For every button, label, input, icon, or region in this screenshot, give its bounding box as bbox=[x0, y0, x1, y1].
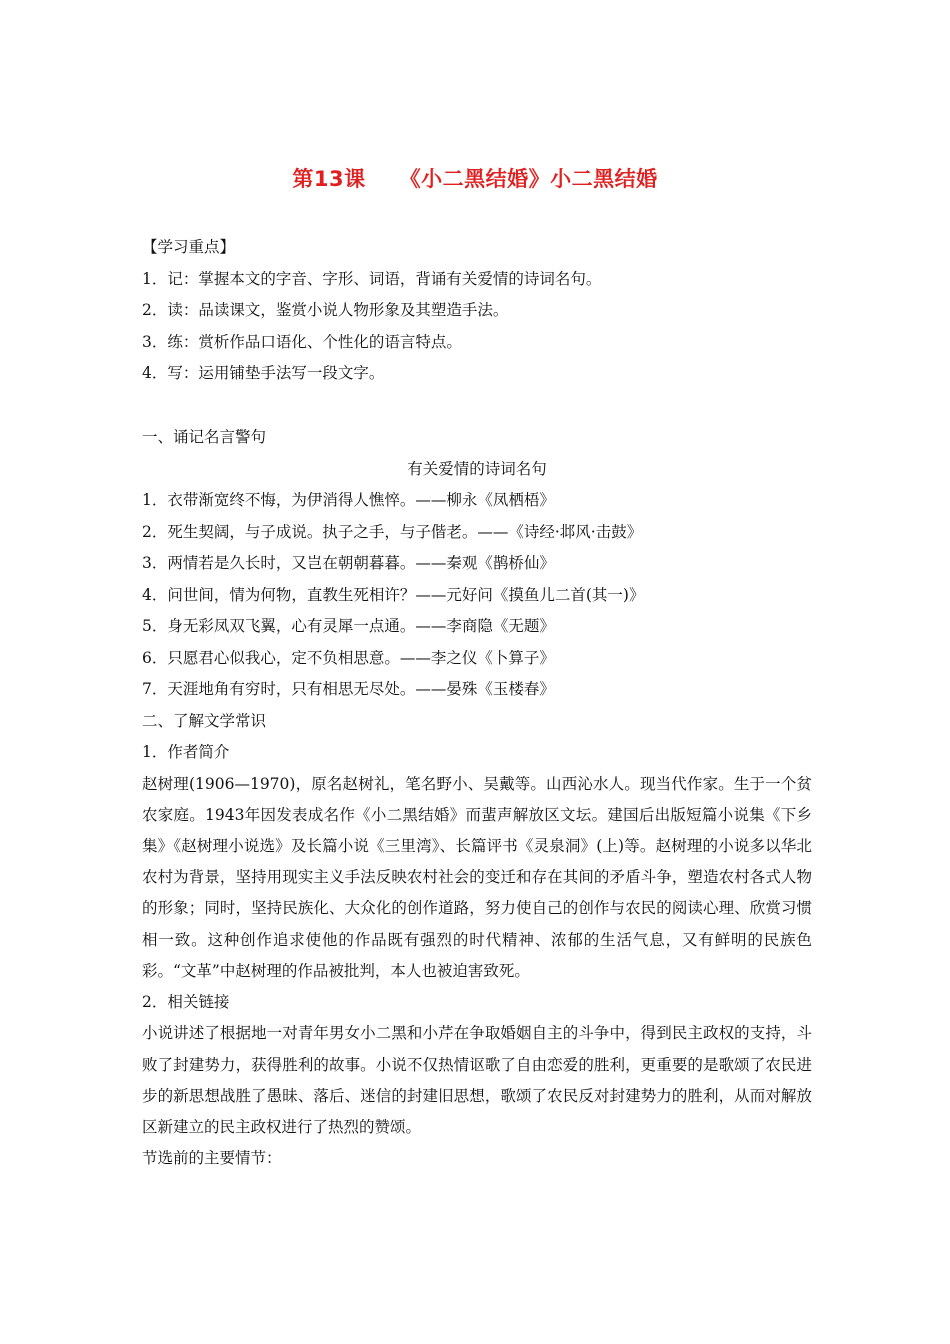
study-focus-heading: 【学习重点】 bbox=[142, 238, 236, 256]
subsection-heading: 2．相关链接 bbox=[142, 992, 230, 1011]
author-paragraph: 赵树理(1906—1970)，原名赵树礼，笔名野小、吴戴等。山西沁水人。现当代作家。生于一个贫农家庭。1943年因发表成名作《小二黑结婚》而蜚声解放区文坛。建国后出版短篇小说集《下乡集》《赵树理小说选》及长篇小说《三里湾》、长篇评书《灵泉洞》(上)等。赵树理的小说多以华北农村为背景，坚持用现实主义手法反映农村社会的变迁和存在其间的矛盾斗争，塑造农村各式人物的形象；同时，坚持民族化、大众化的创作道路，努力使自己的创作与农民的阅读心理、欣赏习惯相一致。这种创作追求使他的作品既有强烈的时代精神、浓郁的生活气息，又有鲜明的民族色彩。“文革”中赵树理的作品被批判，本人也被迫害致死。 bbox=[142, 774, 812, 980]
lesson-number: 第13课 bbox=[292, 167, 366, 191]
quote-item: 3．两情若是久长时，又岂在朝朝暮暮。——秦观《鹊桥仙》 bbox=[142, 554, 555, 572]
quotes-subtitle: 有关爱情的诗词名句 bbox=[407, 459, 547, 478]
lesson-name: 《小二黑结婚》小二黑结婚 bbox=[399, 167, 658, 191]
study-focus-item: 4．写：运用铺垫手法写一段文字。 bbox=[142, 364, 385, 382]
link-paragraph: 小说讲述了根据地一对青年男女小二黑和小芹在争取婚姻自主的斗争中，得到民主政权的支持，斗败了封建势力，获得胜利的故事。小说不仅热情讴歌了自由恋爱的胜利，更重要的是歌颂了农民进步的新思想战胜了愚昧、落后、迷信的封建旧思想，歌颂了农民反对封建势力的胜利，从而对解放区新建立的民主政权进行了热烈的赞颂。 bbox=[142, 1024, 812, 1137]
study-focus bbox=[142, 232, 812, 390]
quote-item: 4．问世间，情为何物，直教生死相许？——元好问《摸鱼儿二首(其一)》 bbox=[142, 585, 645, 604]
study-focus-item: 2．读：品读课文，鉴赏小说人物形象及其塑造手法。 bbox=[142, 301, 509, 319]
section-heading: 二、了解文学常识 bbox=[142, 711, 267, 730]
quote-item: 2．死生契阔，与子成说。执子之手，与子偕老。——《诗经·邶风·击鼓》 bbox=[142, 522, 643, 541]
quote-item: 5．身无彩凤双飞翼，心有灵犀一点通。——李商隐《无题》 bbox=[142, 617, 555, 635]
study-focus-item: 3．练：赏析作品口语化、个性化的语言特点。 bbox=[142, 332, 462, 351]
quote-item: 6．只愿君心似我心，定不负相思意。——李之仪《卜算子》 bbox=[142, 648, 555, 667]
page-title bbox=[0, 163, 950, 193]
section-quotes bbox=[142, 422, 812, 1175]
quote-item: 7．天涯地角有穷时，只有相思无尽处。——晏殊《玉楼春》 bbox=[142, 680, 555, 698]
section-heading: 一、诵记名言警句 bbox=[142, 428, 267, 446]
study-focus-item: 1．记：掌握本文的字音、字形、词语，背诵有关爱情的诗词名句。 bbox=[142, 269, 602, 288]
quote-item: 1．衣带渐宽终不悔，为伊消得人憔悴。——柳永《凤栖梧》 bbox=[142, 491, 555, 509]
subsection-heading: 1．作者简介 bbox=[142, 743, 230, 761]
plot-heading: 节选前的主要情节： bbox=[142, 1149, 282, 1168]
